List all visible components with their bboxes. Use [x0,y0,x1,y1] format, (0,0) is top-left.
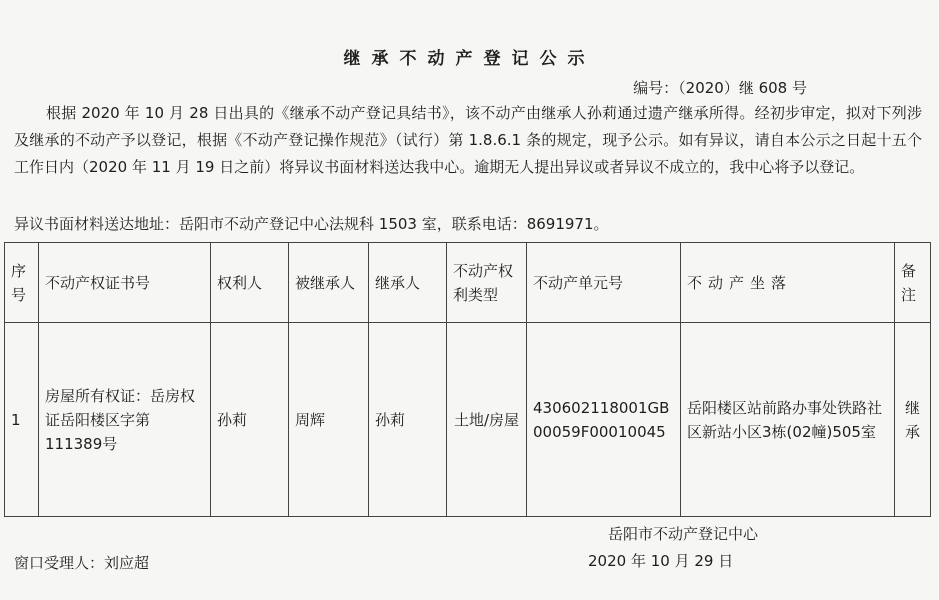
header-location: 不动产坐落 [681,243,895,323]
cell-seq: 1 [5,323,39,517]
cell-cert-no: 房屋所有权证：岳房权证岳阳楼区字第111389号 [39,323,211,517]
header-seq: 序号 [5,243,39,323]
cell-heir: 孙莉 [369,323,447,517]
notice-body: 根据 2020 年 10 月 28 日出具的《继承不动产登记具结书》，该不动产由继承人孙莉通过遗产继承所得。经初步审定，拟对下列涉及继承的不动产予以登记，根据《不动产登记操作规范》（试行）第 1.8.6.1 条的规定，现予公示。如有异议，请自本公示之日起十五个工作日内（2020 年 11 月 19 日之前）将异议书面材料送达我中心。逾期无人提出异议或者异议不成立的，我中心将予以登记。 [14,104,922,176]
issuer-name: 岳阳市不动产登记中心 [608,525,759,543]
window-receiver: 窗口受理人：刘应超 [14,554,150,572]
cell-unit-no: 430602118001GB00059F00010045 [527,323,681,517]
header-right-holder: 权利人 [211,243,289,323]
header-decedent: 被继承人 [289,243,369,323]
cell-location: 岳阳楼区站前路办事处铁路社区新站小区3栋(02幢)505室 [681,323,895,517]
issue-date: 2020 年 10 月 29 日 [588,552,734,570]
header-right-type: 不动产权利类型 [447,243,527,323]
header-unit-no: 不动产单元号 [527,243,681,323]
cell-remark: 继承 [895,323,931,517]
header-heir: 继承人 [369,243,447,323]
cell-right-type: 土地/房屋 [447,323,527,517]
objection-address: 异议书面材料送达地址：岳阳市不动产登记中心法规科 1503 室，联系电话：8691971。 [14,215,609,233]
notice-title: 继承不动产登记公示 [343,49,596,69]
header-remark: 备注 [895,243,931,323]
table-header-row [5,243,931,323]
document-number: 编号：（2020）继 608 号 [633,79,807,97]
registration-table [4,242,931,517]
header-cert-no: 不动产权证书号 [39,243,211,323]
cell-decedent: 周辉 [289,323,369,517]
cell-right-holder: 孙莉 [211,323,289,517]
table-row [5,323,931,517]
